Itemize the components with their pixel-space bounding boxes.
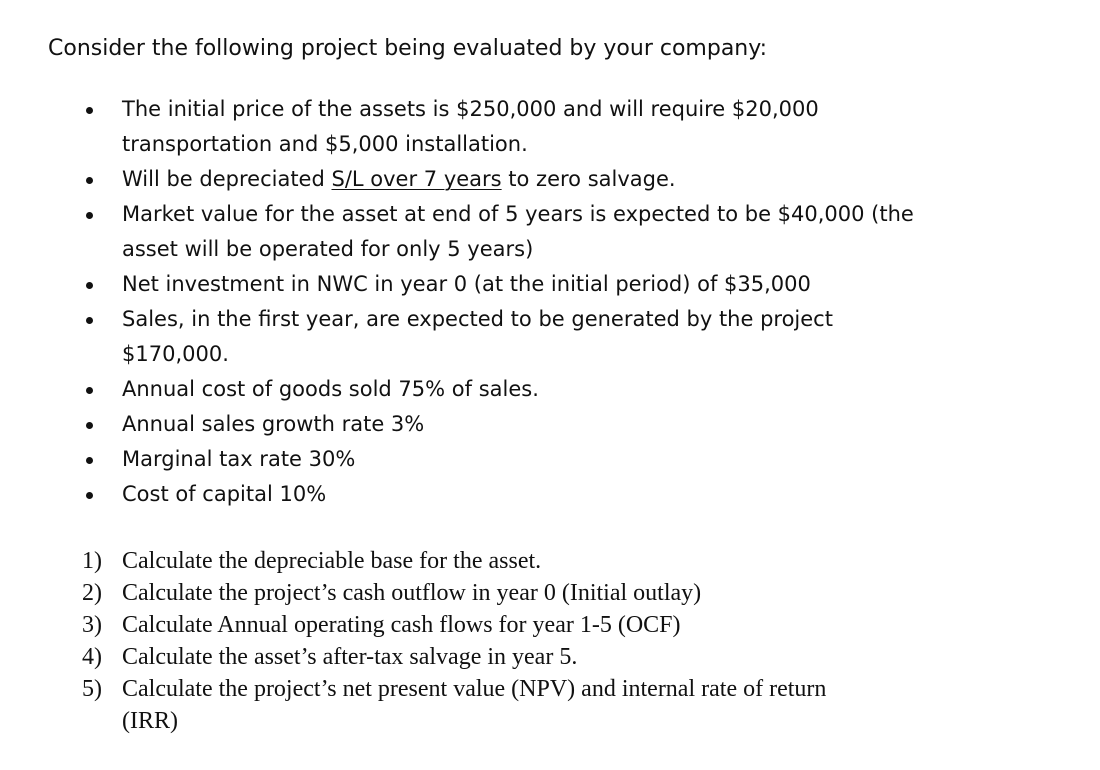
bullet-dot-icon: [86, 492, 93, 499]
question-number: 2): [82, 580, 102, 606]
question-item-2: [0, 577, 1022, 609]
bullet-line: Net investment in NWC in year 0 (at the initial period) of $35,000: [122, 272, 811, 296]
question-item-1: [0, 545, 1022, 577]
question-number: 3): [82, 612, 102, 638]
bullet-item-1: [0, 92, 1022, 162]
question-line: Calculate the asset’s after-tax salvage in year 5.: [122, 644, 578, 670]
bullet-dot-icon: [86, 282, 93, 289]
bullet-item-8: [0, 442, 1022, 477]
bullet-text: to zero salvage.: [501, 167, 676, 191]
underlined-text: S/L over 7 years: [331, 167, 502, 191]
bullet-item-5: [0, 302, 1022, 372]
question-number: 4): [82, 644, 102, 670]
question-line: Calculate the project’s net present value (NPV) and internal rate of return: [122, 676, 827, 702]
bullet-line: $170,000.: [122, 342, 229, 366]
bullet-line: Annual sales growth rate 3%: [122, 412, 425, 436]
bullet-dot-icon: [86, 177, 93, 184]
question-line: Calculate Annual operating cash flows for year 1-5 (OCF): [122, 612, 681, 638]
bullet-item-9: [0, 477, 1022, 512]
bullet-dot-icon: [86, 422, 93, 429]
bullet-dot-icon: [86, 387, 93, 394]
bullet-dot-icon: [86, 107, 93, 114]
bullet-line: Marginal tax rate 30%: [122, 447, 356, 471]
assumption-list: [0, 92, 1100, 512]
bullet-text: Will be depreciated: [122, 167, 332, 191]
question-line: Calculate the project’s cash outflow in year 0 (Initial outlay): [122, 580, 702, 606]
intro-text: Consider the following project being evaluated by your company:: [48, 36, 768, 61]
question-line: Calculate the depreciable base for the asset.: [122, 548, 542, 574]
question-list: [0, 545, 1100, 737]
bullet-line: transportation and $5,000 installation.: [122, 132, 528, 156]
bullet-line: asset will be operated for only 5 years): [122, 237, 534, 261]
bullet-dot-icon: [86, 212, 93, 219]
question-line: (IRR): [122, 708, 178, 734]
bullet-item-7: [0, 407, 1022, 442]
bullet-line: Annual cost of goods sold 75% of sales.: [122, 377, 539, 401]
bullet-line: Cost of capital 10%: [122, 482, 327, 506]
bullet-dot-icon: [86, 457, 93, 464]
bullet-item-4: [0, 267, 1022, 302]
question-item-5: [0, 673, 1022, 737]
bullet-item-3: [0, 197, 1022, 267]
question-number: 5): [82, 676, 102, 702]
bullet-line: The initial price of the assets is $250,000 and will require $20,000: [122, 97, 819, 121]
bullet-item-6: [0, 372, 1022, 407]
bullet-dot-icon: [86, 317, 93, 324]
question-item-3: [0, 609, 1022, 641]
bullet-item-2: [0, 162, 1022, 197]
bullet-line: [122, 162, 1022, 197]
question-number: 1): [82, 548, 102, 574]
bullet-line: Market value for the asset at end of 5 years is expected to be $40,000 (the: [122, 202, 914, 226]
bullet-line: Sales, in the first year, are expected to be generated by the project: [122, 307, 833, 331]
question-item-4: [0, 641, 1022, 673]
